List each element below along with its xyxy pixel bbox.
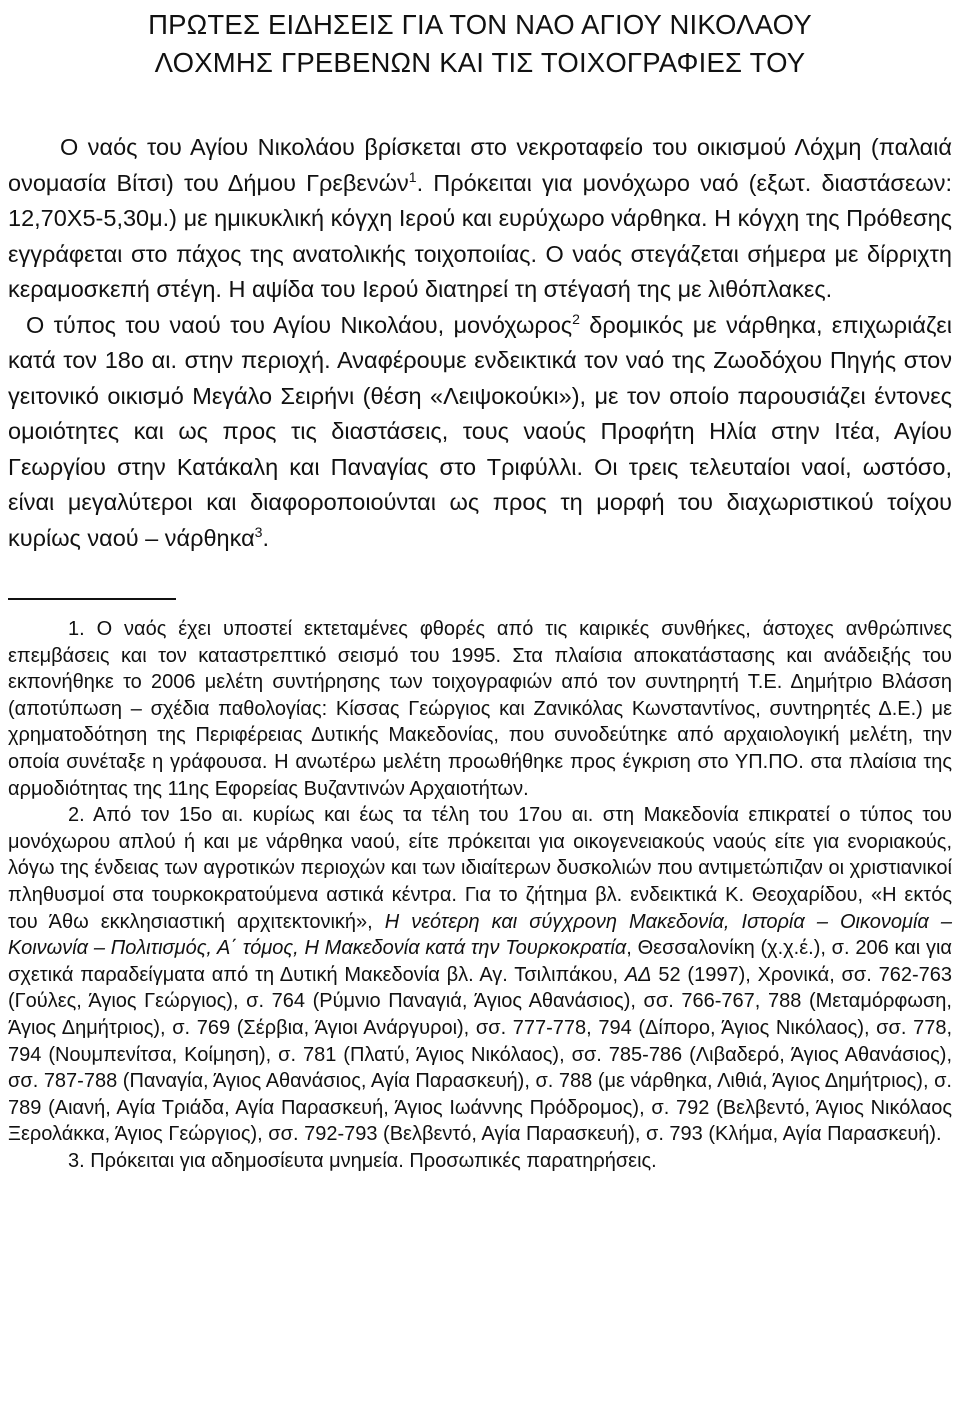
paragraph-2-end: . xyxy=(262,524,270,551)
paragraph-2-text: Ο τύπος του ναού του Αγίου Νικολάου, μονόχωρος xyxy=(26,311,573,338)
footnote-2-text-cont: , Θεσσαλονίκη (χ.χ.έ.), σ. 206 και για σχετικά παραδείγματα από τη Δυτική Μακεδονία βλ. Αγ. Τσιλιπάκου, xyxy=(8,937,952,986)
paragraph-2-text-cont: δρομικός με νάρθηκα, επιχωριάζει κατά τον 18ο αι. στην περιοχή. Αναφέρουμε ενδεικτικά τον ναό της Ζωοδόχου Πηγής στον γειτονικό οικισμό Μεγάλο Σειρήνι (θέση «Λειψοκούκι»), με τον οποίο παρουσιάζει έντονες ομοιότητες και ως προς τις διαστάσεις, τους ναούς Προφήτη Ηλία στην Ιτέα, Αγίου Γεωργίου στην Κατάκαλη και Παναγίας στο Τριφύλλι. Οι τρεις τελευταίοι ναοί, ωστόσο, είναι μεγαλύτεροι και διαφοροποιούνται ως προς τη μορφή του διαχωριστικού τοίχου κυρίως ναού – νάρθηκα xyxy=(8,311,953,551)
footnote-ref-3: 3 xyxy=(254,523,263,540)
footnote-ref-2: 2 xyxy=(572,310,580,327)
paragraph-1 xyxy=(8,130,952,308)
body-text xyxy=(8,130,952,556)
footnote-ref-1: 1 xyxy=(408,168,417,185)
footnote-2 xyxy=(8,802,952,1148)
footnote-2-text: 2. Από τον 15ο αι. κυρίως και έως τα τέλη του 17ου αι. στη Μακεδονία επικρατεί ο τύπος του μονόχωρου απλού ή και με νάρθηκα ναού, είτε πρόκειται για οικογενειακούς ναούς είτε για ενοριακούς, λόγω της ένδειας των αγροτικών περιοχών και των ιδιαίτερων δυσκολιών που αντιμετώπιζαν οι χριστιανικοί πληθυσμοί στα τουρκοκρατούμενα αστικά κέντρα. Για το ζήτημα βλ. ενδεικτικά Κ. Θεοχαρίδου, «Η εκτός του Άθω εκκλησιαστική αρχιτεκτονική», xyxy=(8,804,952,933)
page-title xyxy=(8,6,952,82)
title-line-2: ΛΟΧΜΗΣ ΓΡΕΒΕΝΩΝ ΚΑΙ ΤΙΣ ΤΟΙΧΟΓΡΑΦΙΕΣ ΤΟΥ xyxy=(154,47,806,78)
footnote-2-journal: ΑΔ xyxy=(624,963,652,986)
footnote-2-title: Η νεότερη και σύγχρονη Μακεδονία, Ιστορία – Οικονομία – Κοινωνία – Πολιτισμός, Α΄ τόμος, Η Μακεδονία κατά την Τουρκοκρατία xyxy=(8,910,952,960)
footnote-3: 3. Πρόκειται για αδημοσίευτα μνημεία. Προσωπικές παρατηρήσεις. xyxy=(68,1149,657,1172)
footnotes xyxy=(8,616,952,1174)
footnote-divider xyxy=(8,598,176,600)
paragraph-1-text-cont: . Πρόκειται για μονόχωρο ναό (εξωτ. διαστάσεων: 12,70Χ5-5,30μ.) με ημικυκλική κόγχη Ιερού και ευρύχωρο νάρθηκα. Η κόγχη της Πρόθεσης εγγράφεται στο πάχος της ανατολικής τοιχοποιίας. Ο ναός στεγάζεται σήμερα με δίρριχτη κεραμοσκεπή στέγη. Η αψίδα του Ιερού διατηρεί τη στέγασή της με λιθόπλακες. xyxy=(8,169,952,302)
title-line-1: ΠΡΩΤΕΣ ΕΙΔΗΣΕΙΣ ΓΙΑ ΤΟΝ ΝΑΟ ΑΓΙΟΥ ΝΙΚΟΛΑΟΥ xyxy=(148,9,812,40)
footnote-2-text-end: 52 (1997), Χρονικά, σσ. 762-763 (Γούλες, Άγιος Γεώργιος), σ. 764 (Ρύμνιο Παναγιά, Άγιος Αθανάσιος), σσ. 766-767, 788 (Μεταμόρφωση, Άγιος Δημήτριος), σ. 769 (Σέρβια, Άγιοι Ανάργυροι), σσ. 777-778, 794 (Δίπορο, Άγιος Νικόλαος), σσ. 778, 794 (Νουμπενίτσα, Κοίμηση), σ. 781 (Πλατύ, Άγιος Νικόλαος), σσ. 785-786 (Λιβαδερό, Άγιος Αθανάσιος), σσ. 787-788 (Παναγία, Άγιος Αθανάσιος, Αγία Παρασκευή), σ. 788 (με νάρθηκα, Λιθιά, Άγιος Δημήτριος), σ. 789 (Αιανή, Αγία Τριάδα, Αγία Παρασκευή, Άγιος Ιωάννης Πρόδρομος), σ. 792 (Βελβεντό, Άγιος Νικόλαος Ξερολάκκα, Άγιος Γεώργιος), σσ. 792-793 (Βελβεντό, Αγία Παρασκευή), σ. 793 (Κλήμα, Αγία Παρασκευή). xyxy=(8,963,952,1146)
footnote-1: 1. Ο ναός έχει υποστεί εκτεταμένες φθορές από τις καιρικές συνθήκες, άστοχες ανθρώπινες επεμβάσεις και τον καταστρεπτικό σεισμό του 1995. Στα πλαίσια αποκατάστασης και ανάδειξής του εκπονήθηκε το 2006 μελέτη συντήρησης των τοιχογραφιών από τον συντηρητή Τ.Ε. Δημήτριο Βλάσση (αποτύπωση – σχέδια παθολογίας: Κίσσας Γεώργιος και Ζανικόλας Κωνσταντίνος, συντηρητές Δ.Ε.) με χρηματοδότηση της Περιφέρειας Δυτικής Μακεδονίας, που συνοδεύτηκε από αρχαιολογική μελέτη, την οποία συνέταξε η γράφουσα. Η ανωτέρω μελέτη προωθήθηκε προς έγκριση στο ΥΠ.ΠΟ. στα πλαίσια της αρμοδιότητας της 11ης Εφορείας Βυζαντινών Αρχαιοτήτων. xyxy=(8,618,952,800)
paragraph-1-text: Ο ναός του Αγίου Νικολάου βρίσκεται στο νεκροταφείο του οικισμού Λόχμη (παλαιά ονομασία Βίτσι) του Δήμου Γρεβενών xyxy=(8,134,952,196)
document-page xyxy=(8,6,952,1174)
paragraph-2 xyxy=(8,308,952,557)
